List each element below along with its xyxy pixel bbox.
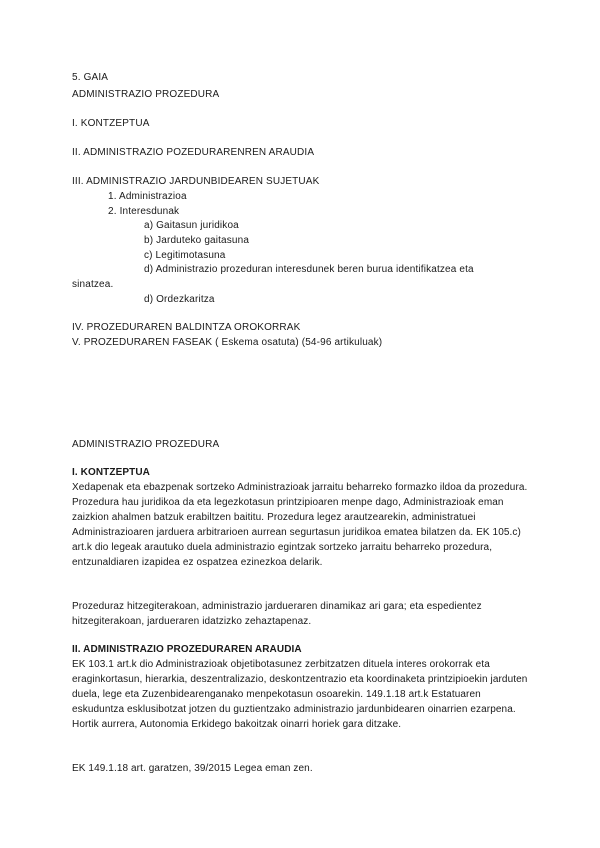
outline-item-2b: b) Jarduteko gaitasuna bbox=[144, 235, 250, 246]
outline-section-v: V. PROZEDURAREN FASEAK ( Eskema osatuta) (54-96 artikuluak) bbox=[72, 337, 383, 348]
outline-item-2d-ordezkaritza: d) Ordezkaritza bbox=[144, 294, 215, 305]
gaia-number: 5. GAIA bbox=[72, 72, 109, 83]
outline-item-2: 2. Interesdunak bbox=[108, 206, 180, 217]
outline-section-iii: III. ADMINISTRAZIO JARDUNBIDEAREN SUJETUAK bbox=[72, 176, 320, 187]
body-title: ADMINISTRAZIO PROZEDURA bbox=[72, 439, 220, 450]
outline-title: ADMINISTRAZIO PROZEDURA bbox=[72, 89, 220, 100]
outline-item-2d: d) Administrazio prozeduran interesdunek beren burua identifikatzea eta bbox=[144, 264, 474, 275]
section-i-heading: I. KONTZEPTUA bbox=[72, 467, 150, 478]
section-ii-heading: II. ADMINISTRAZIO PROZEDURAREN ARAUDIA bbox=[72, 644, 302, 655]
outline-section-ii: II. ADMINISTRAZIO POZEDURARENREN ARAUDIA bbox=[72, 147, 315, 158]
section-ii-paragraph-2: EK 149.1.18 art. garatzen, 39/2015 Legea eman zen. bbox=[72, 763, 313, 774]
outline-item-2c: c) Legitimotasuna bbox=[144, 250, 226, 261]
outline-section-iv: IV. PROZEDURAREN BALDINTZA OROKORRAK bbox=[72, 322, 301, 333]
section-i-paragraph-1: Xedapenak eta ebazpenak sortzeko Administrazioak jarraitu beharreko formazko ildoa da prozedura. Prozedura hau juridikoa da eta legezkotasun printzipioaren menpe dago, Administrazioak eman zaizkion ahalmen batzuk erabiltzen baititu. Prozedura legez arautzearekin, administratuei Administrazioaren jarduera arbitrarioen aurrean segurtasun juridikoa ematea bilatzen da. EK 105.c) art.k dio legeak arautuko duela administrazio egintzak sortzeko jarraitu beharreko prozedura, entzunaldiaren izapidea ez ospatzea ezinezkoa delarik. bbox=[72, 482, 528, 568]
outline-section-i: I. KONTZEPTUA bbox=[72, 118, 150, 129]
outline-item-2d-continuation: sinatzea. bbox=[72, 279, 114, 290]
outline-item-1: 1. Administrazioa bbox=[108, 191, 187, 202]
section-i-paragraph-2: Prozeduraz hitzegiterakoan, administrazio jardueraren dinamikaz ari gara; eta espedientez hitzegiterakoan, jardueraren idatzizko zehaztapenaz. bbox=[72, 601, 482, 627]
outline-item-2a: a) Gaitasun juridikoa bbox=[144, 220, 239, 231]
section-ii-paragraph-1: EK 103.1 art.k dio Administrazioak objetibotasunez zerbitzatzen dituela interes orokorrak eta eraginkortasun, hierarkia, deszentralizazio, deskontzentrazio eta koordinaketa printzipioekin jarduten duela, lege eta Zuzenbidearenganako menpekotasun osoarekin. 149.1.18 art.k Estatuaren eskuduntza esklusibotzat jotzen du guztientzako administrazio jardunbidearen oinarrien ezarpena. Hortik aurrera, Autonomia Erkidego bakoitzak oinarri horiek gara ditzake. bbox=[72, 659, 528, 730]
